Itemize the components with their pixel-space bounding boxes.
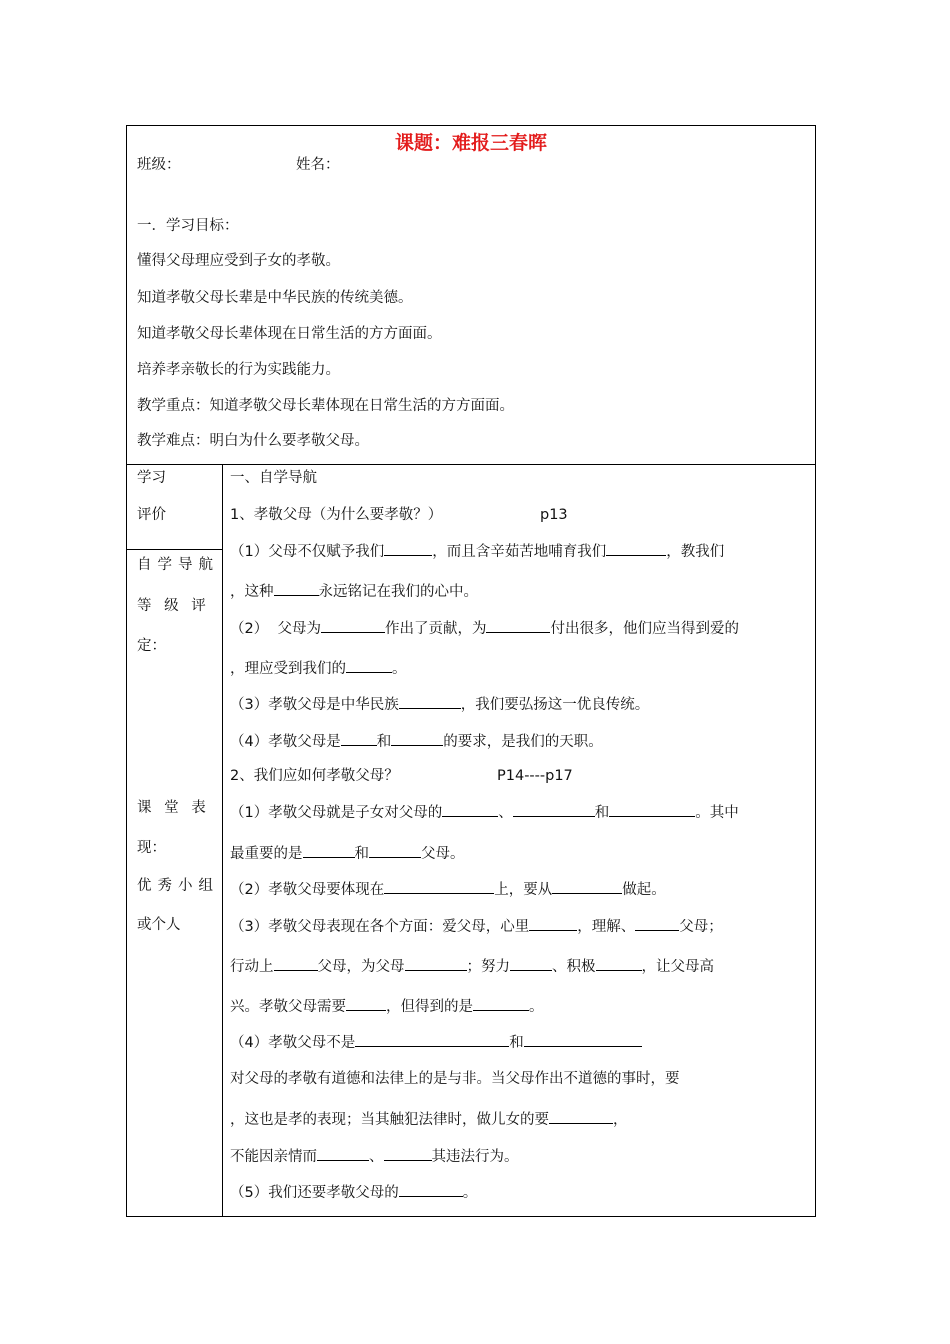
blank: [486, 618, 550, 633]
blank: [346, 996, 386, 1011]
difficult-point: 教学难点：明白为什么要孝敬父母。: [137, 433, 369, 449]
header-section: [127, 126, 815, 465]
class-label: 班级：: [137, 157, 181, 173]
row-divider: [127, 549, 222, 550]
blank: [442, 802, 498, 817]
blank: [321, 618, 385, 633]
blank: [384, 879, 494, 894]
blank: [384, 1146, 432, 1161]
blank: [405, 956, 467, 971]
study-eval-label: 学习: [137, 470, 166, 486]
blank: [391, 731, 443, 746]
fill-line: （2）孝敬父母要体现在 上，要从 做起。: [230, 879, 666, 900]
section-title: 一、自学导航: [230, 470, 317, 486]
fill-line: 最重要的是 和 父母。: [230, 843, 465, 864]
fill-line: （2） 父母为 作出了贡献，为 付出很多，他们应当得到爱的: [230, 618, 739, 639]
blank: [609, 802, 695, 817]
fill-line: （4）孝敬父母是 和 的要求，是我们的天职。: [230, 731, 603, 752]
blank: [384, 541, 432, 556]
blank: [303, 843, 355, 858]
worksheet-table: [126, 125, 816, 1217]
fill-line: （3）孝敬父母是中华民族 ，我们要弘扬这一优良传统。: [230, 694, 649, 715]
fill-line: 不能因亲情而 、 其违法行为。: [230, 1146, 519, 1167]
text-line: 对父母的孝敬有道德和法律上的是与非。当父母作出不道德的事时，要: [230, 1071, 680, 1087]
objective-item: 知道孝敬父母长辈是中华民族的传统美德。: [137, 290, 413, 306]
fill-line: 兴。孝敬父母需要 ，但得到的是 。: [230, 996, 544, 1017]
objective-item: 知道孝敬父母长辈体现在日常生活的方方面面。: [137, 326, 442, 342]
blank: [606, 541, 666, 556]
blank: [317, 1146, 369, 1161]
page-reference: P14----p17: [497, 768, 573, 784]
blank: [524, 1032, 642, 1047]
column-divider: [222, 464, 223, 1217]
class-performance-label: 课 堂 表: [137, 800, 210, 816]
fill-line: （1）父母不仅赋予我们 ，而且含辛茹苦地哺育我们 ，教我们: [230, 541, 724, 562]
class-performance-label: 或个人: [137, 917, 181, 933]
fill-line: （4）孝敬父母不是 和: [230, 1032, 642, 1053]
blank: [399, 1182, 463, 1197]
study-eval-label: 评价: [137, 507, 166, 523]
blank: [274, 581, 319, 596]
name-label: 姓名：: [296, 157, 340, 173]
blank: [549, 1109, 613, 1124]
fill-line: ，理应受到我们的 。: [230, 658, 407, 679]
blank: [510, 956, 552, 971]
self-study-grade-label: 定：: [137, 638, 166, 654]
objective-item: 培养孝亲敬长的行为实践能力。: [137, 362, 340, 378]
objective-item: 懂得父母理应受到子女的孝敬。: [137, 253, 340, 269]
fill-line: ，这种 永远铭记在我们的心中。: [230, 581, 478, 602]
self-study-grade-label: 等 级 评: [137, 598, 210, 614]
fill-line: （1）孝敬父母就是子女对父母的 、 和 。其中: [230, 802, 739, 823]
blank: [513, 802, 595, 817]
page-reference: p13: [540, 507, 568, 523]
blank: [346, 658, 392, 673]
blank: [341, 731, 377, 746]
fill-line: （3）孝敬父母表现在各个方面：爱父母，心里 ，理解、 父母；: [230, 916, 723, 937]
blank: [529, 916, 577, 931]
class-performance-label: 优秀小组: [137, 878, 219, 894]
blank: [399, 694, 461, 709]
blank: [355, 1032, 509, 1047]
blank: [596, 956, 642, 971]
key-point: 教学重点：知道孝敬父母长辈体现在日常生活的方方面面。: [137, 398, 514, 414]
blank: [552, 879, 622, 894]
self-study-grade-label: 自学导航: [137, 557, 219, 573]
blank: [473, 996, 529, 1011]
class-performance-label: 现：: [137, 840, 166, 856]
blank: [274, 956, 318, 971]
fill-line: ，这也是孝的表现；当其触犯法律时，做儿女的要 ，: [230, 1109, 628, 1130]
blank: [369, 843, 421, 858]
fill-line: （5）我们还要孝敬父母的 。: [230, 1182, 477, 1203]
blank: [635, 916, 679, 931]
objectives-heading: 一．学习目标：: [137, 218, 239, 234]
question-title: 2、我们应如何孝敬父母？: [230, 768, 399, 784]
fill-line: 行动上 父母，为父母 ；努力 、积极 ，让父母高: [230, 956, 714, 977]
question-title: 1、孝敬父母（为什么要孝敬？）: [230, 507, 443, 523]
page-title: 课题：难报三春晖: [394, 132, 547, 154]
